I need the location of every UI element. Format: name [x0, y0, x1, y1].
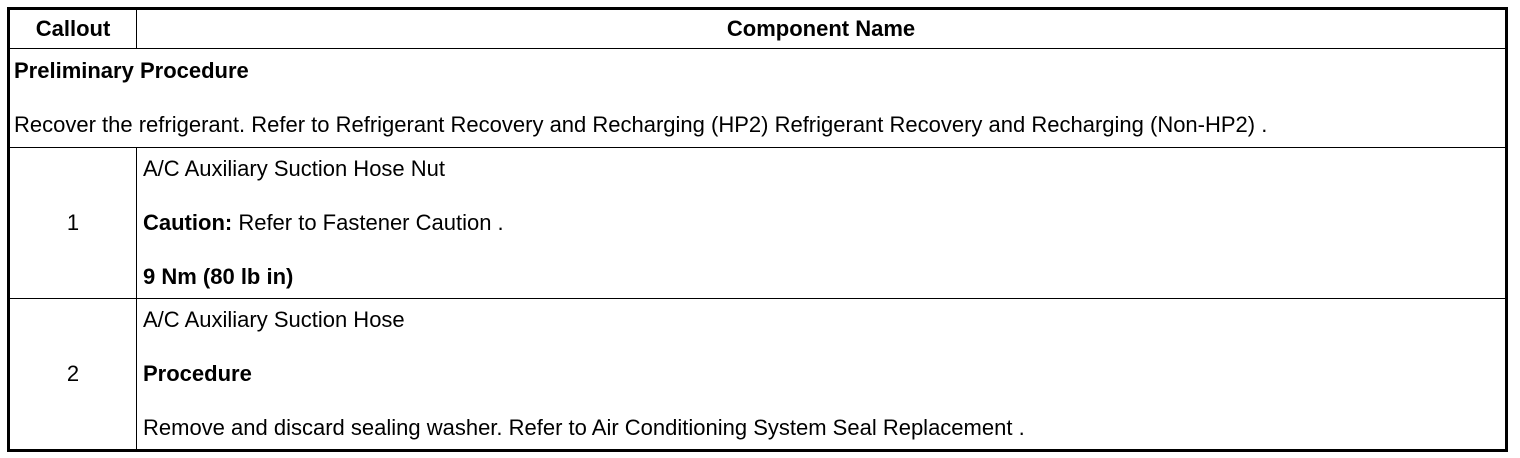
component-description-cell — [137, 148, 1506, 299]
procedure-text: Remove and discard sealing washer. Refer to Air Conditioning System Seal Replacement . — [143, 415, 1025, 440]
preliminary-procedure-title: Preliminary Procedure — [14, 58, 249, 83]
caution-note — [143, 210, 1505, 236]
component-name: A/C Auxiliary Suction Hose — [143, 307, 405, 332]
callout-cell: 2 — [10, 299, 137, 450]
header-callout: Callout — [10, 10, 137, 49]
component-description-cell — [137, 299, 1506, 450]
caution-label: Caution: — [143, 210, 233, 235]
table-row — [10, 299, 1506, 450]
preliminary-procedure-row — [10, 49, 1506, 148]
component-table — [9, 9, 1506, 450]
table-row — [10, 148, 1506, 299]
table-header-row — [10, 10, 1506, 49]
preliminary-procedure-text: Recover the refrigerant. Refer to Refrigerant Recovery and Recharging (HP2) Refrigerant Recovery and Recharging (Non-HP2) . — [14, 112, 1268, 137]
torque-spec: 9 Nm (80 lb in) — [143, 264, 294, 289]
header-component-name: Component Name — [137, 10, 1506, 49]
component-table-container — [7, 7, 1508, 452]
caution-text: Refer to Fastener Caution . — [232, 210, 504, 235]
procedure-label: Procedure — [143, 361, 252, 386]
preliminary-procedure-cell — [10, 49, 1506, 148]
callout-cell: 1 — [10, 148, 137, 299]
component-name: A/C Auxiliary Suction Hose Nut — [143, 156, 446, 181]
